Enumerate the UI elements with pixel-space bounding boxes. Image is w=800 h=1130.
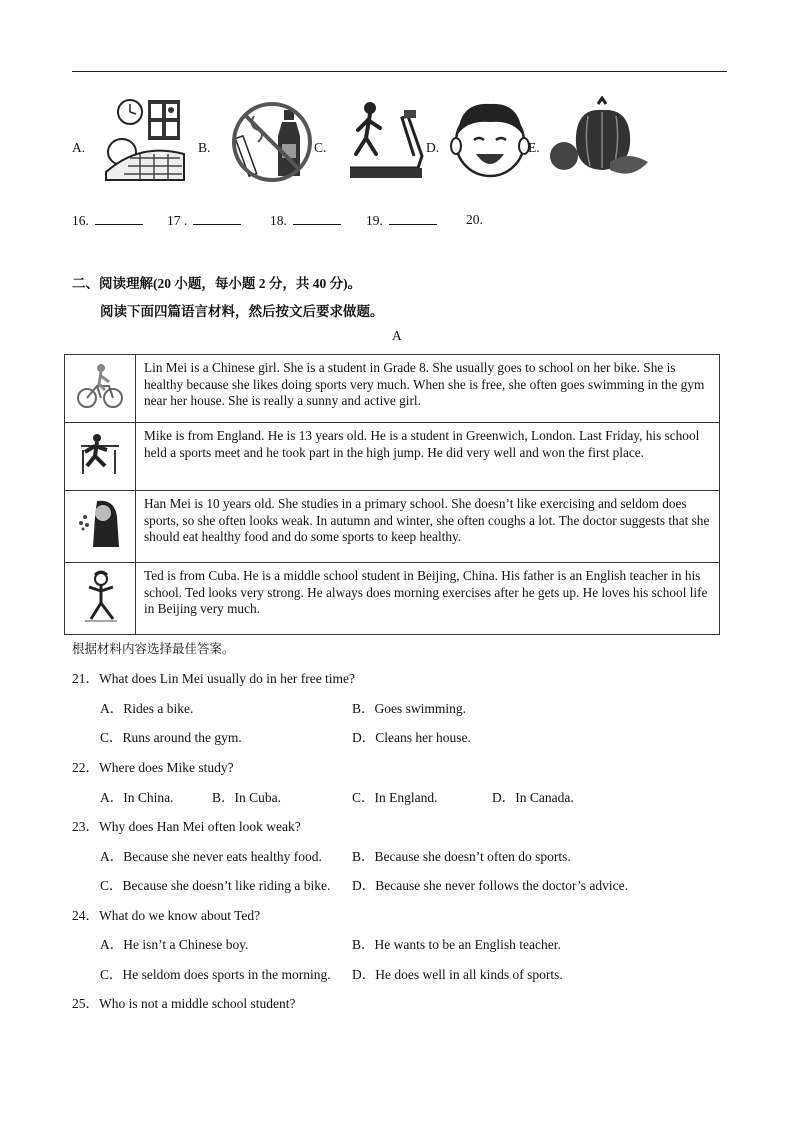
blank-number: 18. bbox=[270, 213, 287, 228]
option-22-d[interactable]: D．In Canada. bbox=[492, 790, 574, 805]
option-23-b[interactable]: B．Because she doesn’t often do sports. bbox=[352, 849, 571, 864]
question-21: 21．What does Lin Mei usually do in her free time? bbox=[72, 671, 356, 686]
passage-text: Han Mei is 10 years old. She studies in a primary school. She doesn’t like exercising and seldom does sports, so she often looks weak. In autumn and winter, she often coughs a lot. The doctor suggests that she should eat healthy food and do some sports to keep healthy. bbox=[136, 491, 720, 563]
option-23-c[interactable]: C．Because she doesn’t like riding a bike. bbox=[100, 878, 331, 893]
option-23-d[interactable]: D．Because she never follows the doctor’s advice. bbox=[352, 878, 629, 893]
passage-row bbox=[65, 355, 720, 423]
blank-18[interactable] bbox=[270, 212, 341, 229]
instruction-note: 根据材料内容选择最佳答案。 bbox=[72, 641, 235, 656]
question-23: 23．Why does Han Mei often look weak? bbox=[72, 819, 301, 834]
girl-on-bike-icon bbox=[65, 355, 136, 423]
high-jump-icon bbox=[65, 423, 136, 491]
option-21-d[interactable]: D．Cleans her house. bbox=[352, 730, 471, 745]
blank-17[interactable] bbox=[167, 212, 241, 229]
section-instruction: 阅读下面四篇语言材料，然后按文后要求做题。 bbox=[100, 304, 384, 319]
option-label-c: C. bbox=[314, 140, 327, 155]
option-label-e: E. bbox=[528, 140, 540, 155]
section-title: 二、阅读理解(20 小题，每小题 2 分，共 40 分)。 bbox=[72, 276, 362, 291]
blank-number: 20. bbox=[466, 212, 483, 227]
blank-number: 17 . bbox=[167, 213, 188, 228]
passage-letter: A bbox=[392, 328, 402, 343]
option-21-b[interactable]: B．Goes swimming. bbox=[352, 701, 467, 716]
option-22-b[interactable]: B．In Cuba. bbox=[212, 790, 281, 805]
header-rule bbox=[72, 71, 727, 72]
passage-row bbox=[65, 563, 720, 635]
treadmill-runner-icon bbox=[348, 96, 428, 188]
option-24-b[interactable]: B．He wants to be an English teacher. bbox=[352, 937, 561, 952]
option-22-c[interactable]: C．In England. bbox=[352, 790, 438, 805]
sleeping-person-clock-icon bbox=[100, 96, 190, 188]
option-21-a[interactable]: A．Rides a bike. bbox=[100, 701, 194, 716]
blank-line bbox=[193, 212, 241, 225]
blank-20[interactable] bbox=[466, 212, 483, 228]
passage-text: Mike is from England. He is 13 years old. He is a student in Greenwich, London. Last Friday, his school held a sports meet and he took part in the high jump. He did very well and won the first place. bbox=[136, 423, 720, 491]
fruit-vegetables-icon bbox=[548, 96, 652, 188]
option-label-a: A. bbox=[72, 140, 86, 155]
option-label-b: B. bbox=[198, 140, 211, 155]
smiling-boy-icon bbox=[450, 96, 530, 188]
picture-options-row bbox=[72, 96, 672, 191]
blank-number: 19. bbox=[366, 213, 383, 228]
option-24-d[interactable]: D．He does well in all kinds of sports. bbox=[352, 967, 563, 982]
option-24-a[interactable]: A．He isn’t a Chinese boy. bbox=[100, 937, 249, 952]
passage-row bbox=[65, 423, 720, 491]
coughing-girl-icon bbox=[65, 491, 136, 563]
option-23-a[interactable]: A．Because she never eats healthy food. bbox=[100, 849, 322, 864]
option-24-c[interactable]: C．He seldom does sports in the morning. bbox=[100, 967, 331, 982]
option-22-a[interactable]: A．In China. bbox=[100, 790, 174, 805]
blank-line bbox=[95, 212, 143, 225]
option-21-c[interactable]: C．Runs around the gym. bbox=[100, 730, 242, 745]
passages-table bbox=[64, 354, 720, 635]
blank-16[interactable] bbox=[72, 212, 143, 229]
no-smoking-drinking-icon bbox=[228, 96, 316, 188]
question-24: 24．What do we know about Ted? bbox=[72, 908, 261, 923]
blank-line bbox=[293, 212, 341, 225]
exercising-boy-icon bbox=[65, 563, 136, 635]
question-25: 25．Who is not a middle school student? bbox=[72, 996, 296, 1011]
blank-line bbox=[389, 212, 437, 225]
passage-row bbox=[65, 491, 720, 563]
passage-text: Lin Mei is a Chinese girl. She is a student in Grade 8. She usually goes to school on her bike. She is healthy because she likes doing sports very much. When she is free, she often goes swimming in the gym near her house. She is really a sunny and active girl. bbox=[136, 355, 720, 423]
question-22: 22．Where does Mike study? bbox=[72, 760, 234, 775]
blank-19[interactable] bbox=[366, 212, 437, 229]
option-label-d: D. bbox=[426, 140, 440, 155]
blank-number: 16. bbox=[72, 213, 89, 228]
passage-text: Ted is from Cuba. He is a middle school student in Beijing, China. His father is an English teacher in his school. Ted looks very strong. He always does morning exercises after he gets up. He loves his school life in Beijing very much. bbox=[136, 563, 720, 635]
